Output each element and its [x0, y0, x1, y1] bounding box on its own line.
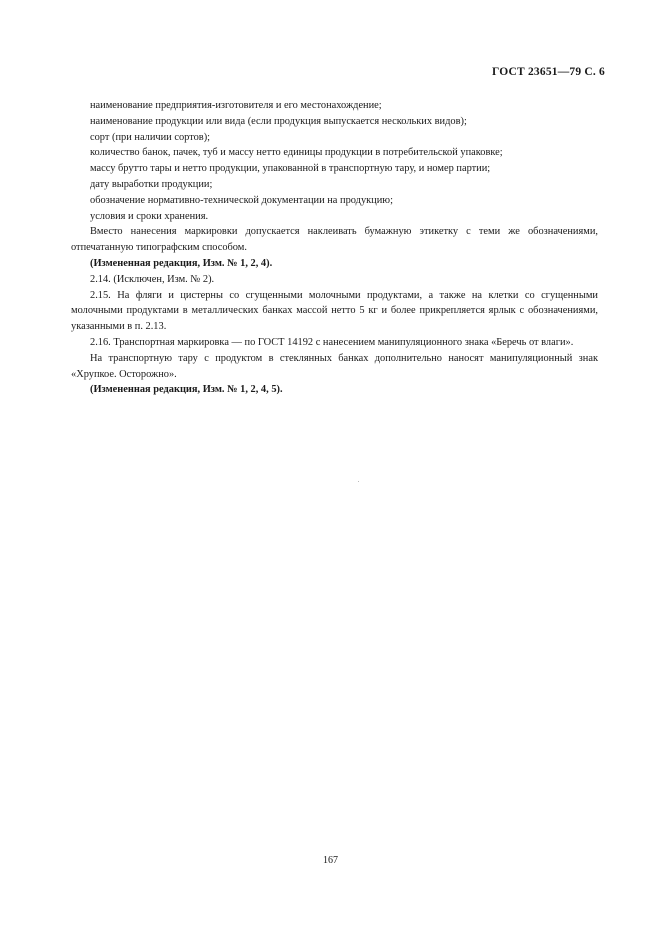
- paragraph-storage: условия и сроки хранения.: [90, 210, 209, 222]
- paragraph-clause-2-14: 2.14. (Исключен, Изм. № 2).: [90, 273, 215, 285]
- scan-speck: [358, 481, 359, 482]
- paragraph-label-alternative: Вместо нанесения маркировки допускается наклеивать бумажную этикетку с теми же обозначениями, отпечатанную типографским способом.: [71, 226, 598, 254]
- paragraph-normative-doc: обозначение нормативно-технической документации на продукцию;: [90, 194, 393, 206]
- paragraph-fragile-sign: На транспортную тару с продуктом в стеклянных банках дополнительно наносят манипуляционный знак «Хрупкое. Осторожно».: [71, 352, 598, 380]
- paragraph-revision-note-1: (Измененная редакция, Изм. № 1, 2, 4).: [90, 257, 273, 269]
- paragraph-revision-note-2: (Измененная редакция, Изм. № 1, 2, 4, 5).: [90, 384, 283, 396]
- paragraph-clause-2-16: 2.16. Транспортная маркировка — по ГОСТ 14192 с нанесением манипуляционного знака «Беречь от влаги».: [90, 336, 574, 348]
- page-number: 167: [323, 855, 338, 866]
- paragraph-manufacturer: наименование предприятия-изготовителя и его местонахождение;: [90, 100, 382, 111]
- paragraph-product-name: наименование продукции или вида (если продукция выпускается нескольких видов);: [90, 115, 467, 127]
- paragraph-quantity: количество банок, пачек, туб и массу нетто единицы продукции в потребительской упаковке;: [90, 147, 503, 159]
- paragraph-clause-2-15: 2.15. На фляги и цистерны со сгущенными молочными продуктами, а также на клетки со сгущенными молочными продуктами в металлических банках массой нетто 5 кг и более прикрепляется ярлык с обозначениями, указанными в п. 2.13.: [71, 289, 598, 333]
- body-text: [71, 98, 598, 398]
- page-header: ГОСТ 23651—79 С. 6: [492, 66, 605, 78]
- paragraph-production-date: дату выработки продукции;: [90, 178, 213, 190]
- paragraph-grade: сорт (при наличии сортов);: [90, 131, 211, 143]
- paragraph-gross-mass: массу брутто тары и нетто продукции, упакованной в транспортную тару, и номер партии;: [90, 163, 491, 175]
